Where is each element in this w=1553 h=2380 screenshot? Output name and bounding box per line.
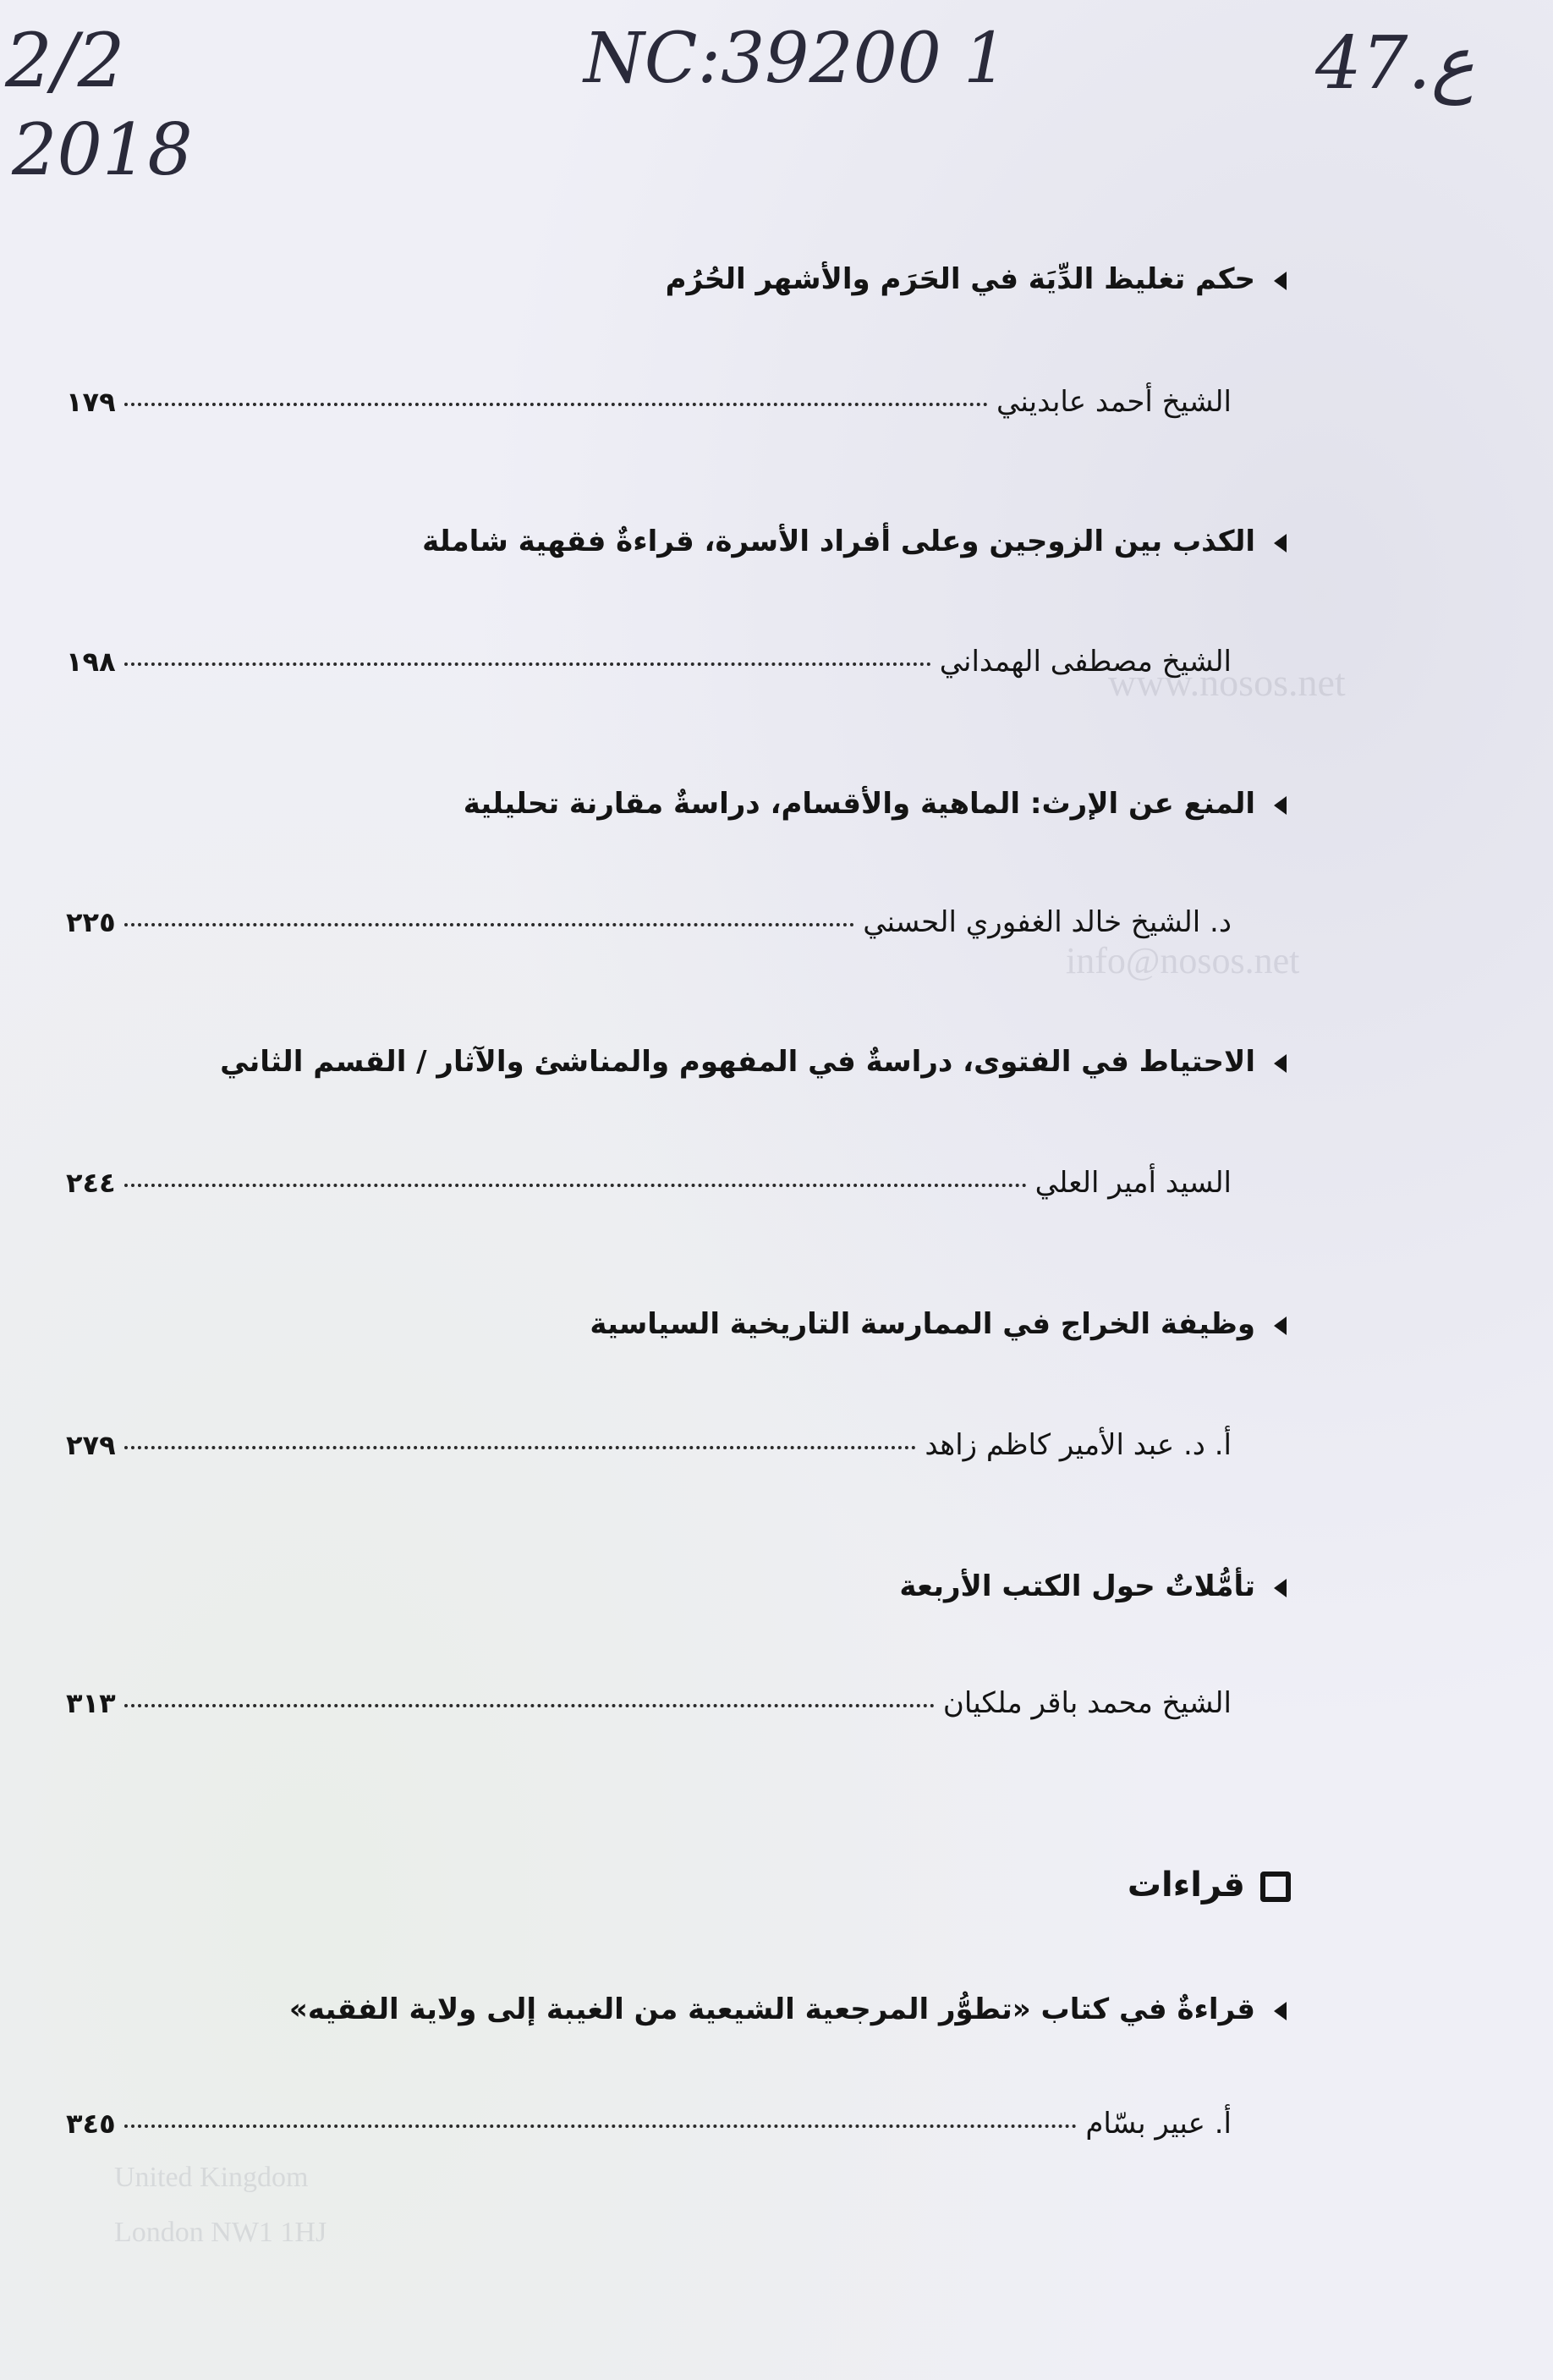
square-bullet-icon <box>1260 1872 1291 1902</box>
handwritten-mark: 47.ع <box>1315 21 1475 106</box>
toc-entry-author: أ. د. عبد الأمير كاظم زاهد <box>925 1428 1232 1462</box>
bullet-arrow-icon <box>1274 796 1287 815</box>
dot-leader <box>124 923 855 926</box>
show-through-text: info@nosos.net <box>1066 940 1300 981</box>
toc-entry-title: الكذب بين الزوجين وعلى أفراد الأسرة، قراءةٌ فقهية شاملة <box>422 525 1287 558</box>
bullet-arrow-icon <box>1274 272 1287 290</box>
toc-entry-author-line <box>66 1166 1232 1200</box>
show-through-text: www.nosos.net <box>1108 661 1346 704</box>
toc-entry-title: قراءةٌ في كتاب «تطوُّر المرجعية الشيعية من الغيبة إلى ولاية الفقيه» <box>289 1992 1287 2026</box>
toc-entry-page: ٢٤٤ <box>66 1167 116 1199</box>
toc-entry-author: السيد أمير العلي <box>1034 1166 1232 1200</box>
toc-entry-title: وظيفة الخراج في الممارسة التاريخية السياسية <box>590 1307 1287 1341</box>
bullet-arrow-icon <box>1274 1316 1287 1335</box>
toc-entry-title: تأمُّلاتٌ حول الكتب الأربعة <box>899 1569 1287 1603</box>
toc-entry-author: الشيخ مصطفى الهمداني <box>939 645 1232 679</box>
toc-entry-author: د. الشيخ خالد الغفوري الحسني <box>863 905 1232 939</box>
show-through-text: London NW1 1HJ <box>114 2217 327 2248</box>
handwritten-mark: 2/2 <box>5 17 125 104</box>
toc-entry-author: الشيخ محمد باقر ملكيان <box>942 1686 1232 1720</box>
toc-entry-page: ٣٤٥ <box>66 2108 116 2140</box>
handwritten-mark: 2018 <box>12 108 193 191</box>
show-through-text: United Kingdom <box>114 2162 309 2193</box>
toc-entry-page: ١٧٩ <box>66 386 116 418</box>
toc-entry-title: الاحتياط في الفتوى، دراسةٌ في المفهوم والمناشئ والآثار / القسم الثاني <box>220 1045 1287 1079</box>
bullet-arrow-icon <box>1274 2002 1287 2020</box>
bullet-arrow-icon <box>1274 1579 1287 1597</box>
toc-entry-page: ٣١٣ <box>66 1687 116 1719</box>
bullet-arrow-icon <box>1274 1054 1287 1073</box>
toc-entry-author-line <box>66 645 1232 679</box>
toc-entry-author-line <box>66 385 1232 419</box>
toc-entry-author: الشيخ أحمد عابديني <box>996 385 1232 419</box>
toc-entry-title: المنع عن الإرث: الماهية والأقسام، دراسةٌ مقارنة تحليلية <box>464 787 1287 821</box>
toc-entry-author-line <box>66 2107 1232 2141</box>
toc-entry-author-line <box>66 905 1232 939</box>
toc-entry-author-line <box>66 1686 1232 1720</box>
dot-leader <box>124 1184 1027 1187</box>
toc-entry-author-line <box>66 1428 1232 1462</box>
toc-entry-page: ٢٢٥ <box>66 906 116 938</box>
bullet-arrow-icon <box>1274 534 1287 552</box>
dot-leader <box>124 1704 935 1707</box>
toc-entry-author: أ. عبير بسّام <box>1085 2107 1232 2141</box>
handwritten-call-number: NC:39200 1 <box>584 19 1008 99</box>
toc-entry-page: ١٩٨ <box>66 646 116 678</box>
toc-entry-title: حكم تغليظ الدِّيَة في الحَرَم والأشهر الحُرُم <box>666 262 1287 296</box>
toc-entry-page: ٢٧٩ <box>66 1429 116 1461</box>
section-heading: قراءات <box>1128 1866 1291 1905</box>
dot-leader <box>124 662 931 666</box>
dot-leader <box>124 2124 1078 2128</box>
dot-leader <box>124 1446 917 1449</box>
dot-leader <box>124 403 988 406</box>
